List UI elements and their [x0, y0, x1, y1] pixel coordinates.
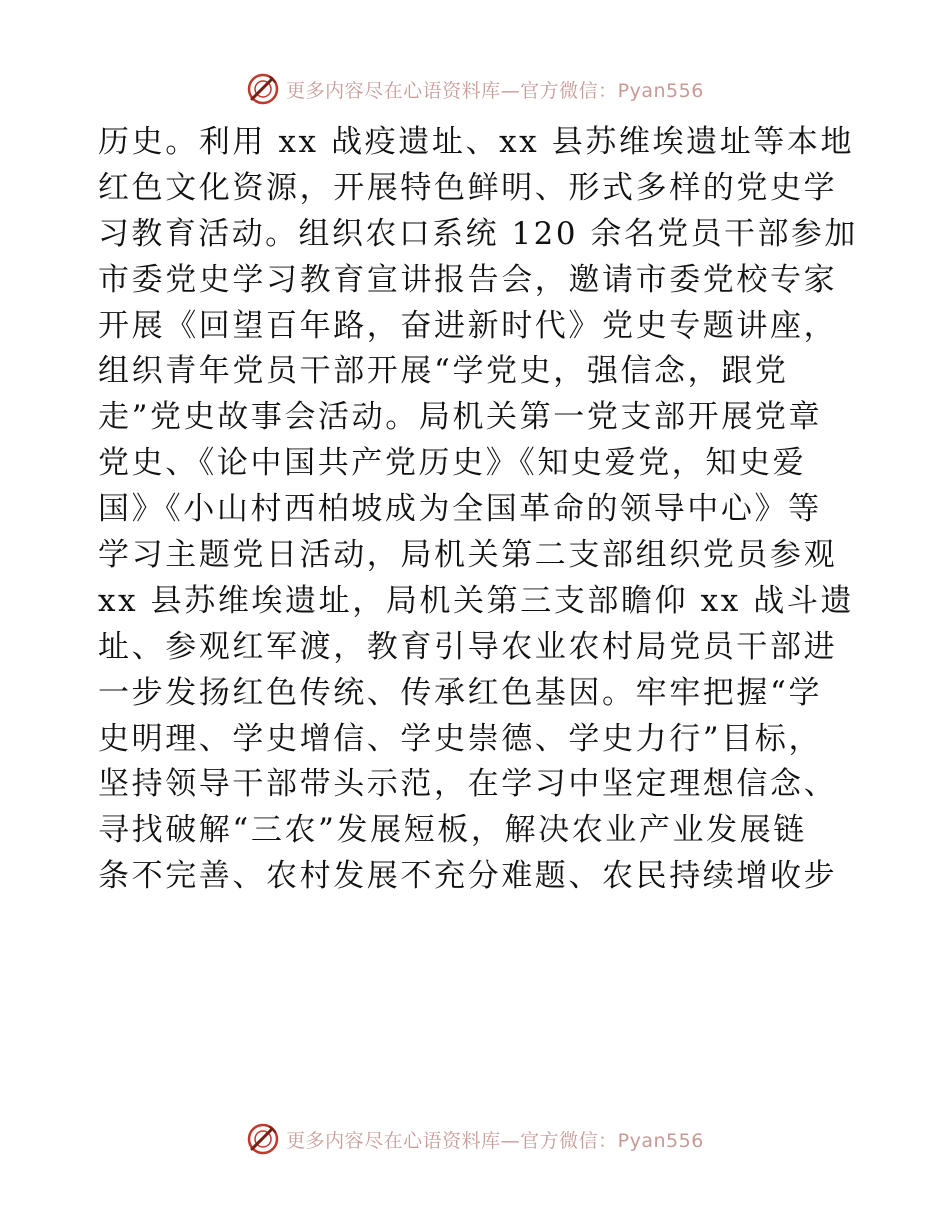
- text-line: 史明理、学史增信、学史崇德、学史力行”目标，: [98, 720, 823, 757]
- text-line: 历史。利用 xx 战疫遗址、xx 县苏维埃遗址等本地: [98, 124, 855, 160]
- text-line: xx 县苏维埃遗址，局机关第三支部瞻仰 xx 战斗遗: [98, 582, 855, 619]
- text-line: 党史、《论中国共产党历史》《知史爱党，知史爱: [98, 445, 807, 482]
- text-line: 市委党史学习教育宣讲报告会，邀请市委党校专家: [98, 261, 838, 298]
- text-line: 址、参观红军渡，教育引导农业农村局党员干部进: [98, 628, 838, 665]
- text-line: 开展《回望百年路，奋进新时代》党史专题讲座，: [98, 307, 838, 344]
- text-line: 国》《小山村西柏坡成为全国革命的领导中心》等: [98, 491, 822, 528]
- document-body: [98, 120, 858, 900]
- seal-logo-icon: [246, 1122, 280, 1156]
- text-line: 学习主题党日活动，局机关第二支部组织党员参观: [98, 537, 838, 574]
- text-line: 坚持领导干部带头示范，在学习中坚定理想信念、: [98, 766, 838, 803]
- text-line: 组织青年党员干部开展“学党史，强信念，跟党: [98, 353, 789, 390]
- watermark-text: 更多内容尽在心语资料库—官方微信：Pyan556: [286, 79, 704, 102]
- footer-watermark: [0, 1116, 950, 1162]
- watermark-text: 更多内容尽在心语资料库—官方微信：Pyan556: [286, 1129, 704, 1152]
- text-line: 一步发扬红色传统、传承红色基因。牢牢把握“学: [98, 674, 823, 711]
- text-line: 条不完善、农村发展不充分难题、农民持续增收步: [98, 858, 838, 895]
- seal-logo-icon: [246, 72, 280, 106]
- text-line: 红色文化资源，开展特色鲜明、形式多样的党史学: [98, 169, 838, 206]
- text-line: 走”党史故事会活动。局机关第一党支部开展党章: [98, 399, 823, 436]
- text-line: 寻找破解“三农”发展短板，解决农业产业发展链: [98, 812, 807, 849]
- header-watermark: [0, 66, 950, 112]
- text-line: 习教育活动。组织农口系统 120 余名党员干部参加: [98, 215, 858, 252]
